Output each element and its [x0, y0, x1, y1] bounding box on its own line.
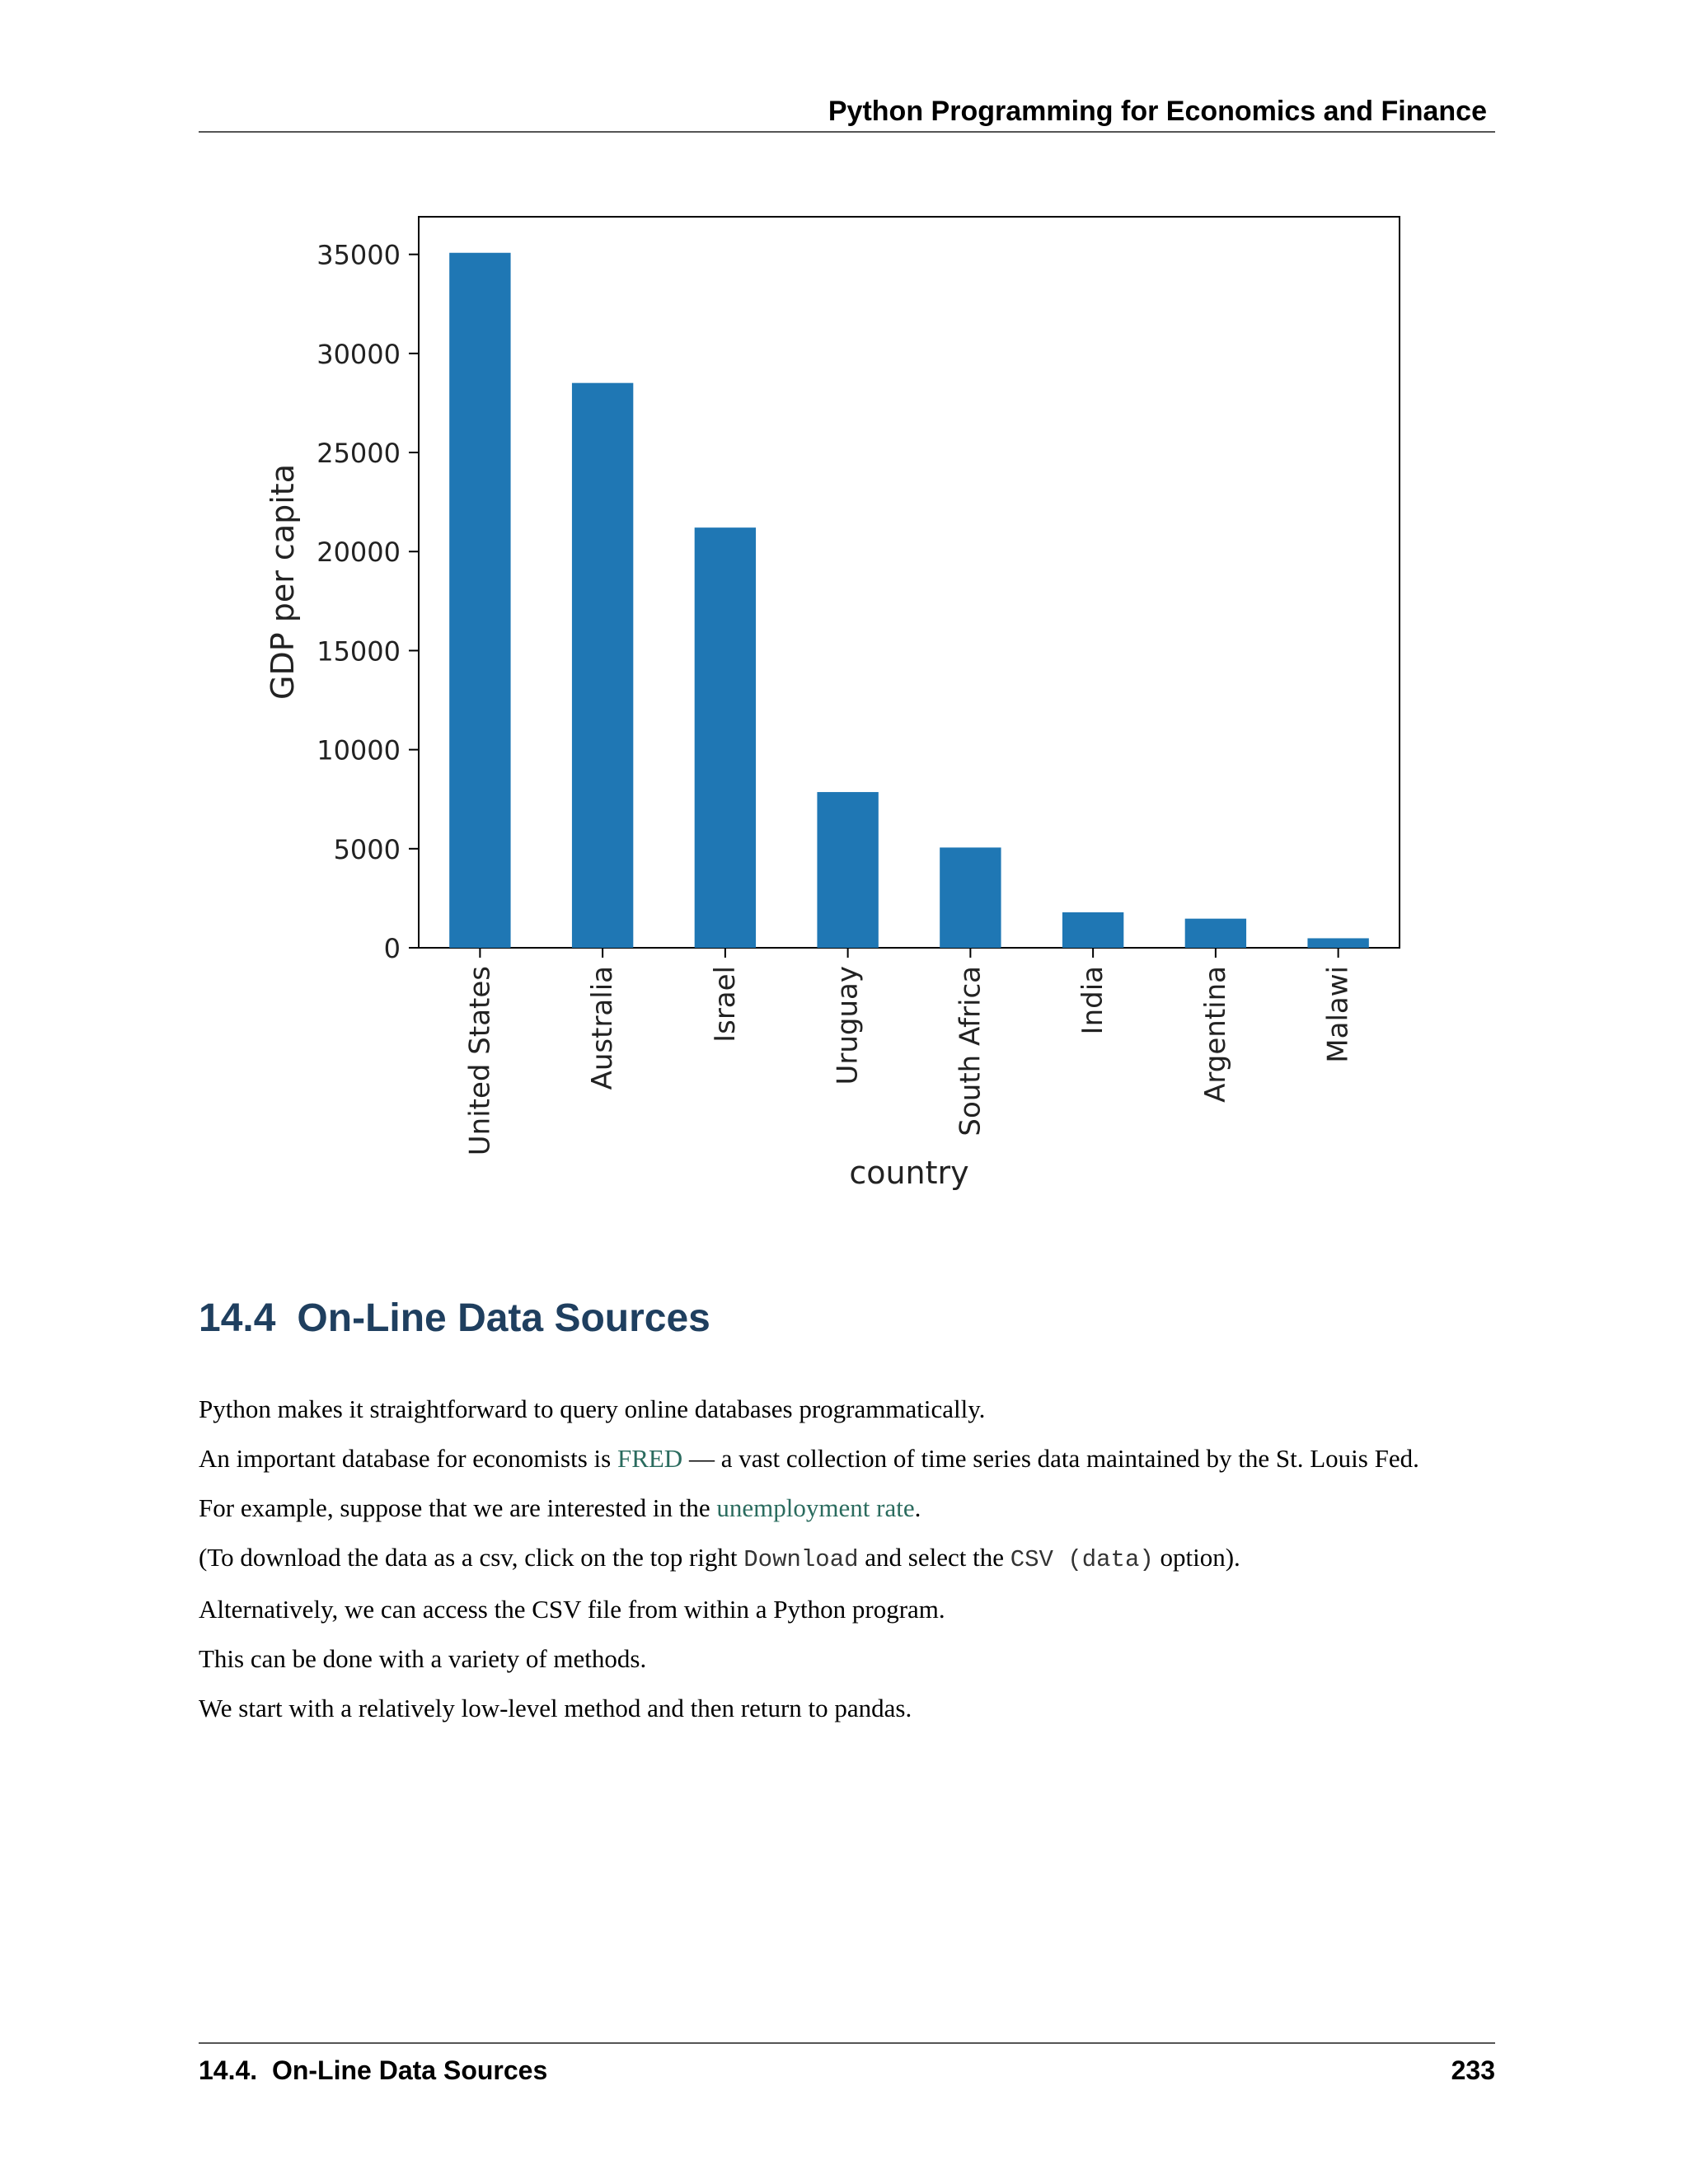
- x-tick-label: Argentina: [1198, 966, 1232, 1103]
- y-axis: [316, 240, 419, 964]
- text: Python makes it straightforward to query online databases programmatically.: [199, 1394, 986, 1423]
- bar: [940, 847, 1001, 948]
- section-heading: [199, 1290, 710, 1347]
- x-tick-label: Israel: [708, 966, 742, 1043]
- y-tick-label: 10000: [316, 734, 401, 766]
- running-footer: [199, 2042, 1495, 2093]
- y-tick-label: 25000: [316, 438, 401, 470]
- text: option).: [1153, 1543, 1240, 1572]
- section-number: 14.4: [199, 1296, 276, 1340]
- paragraph: [199, 1434, 1501, 1483]
- paragraph: [199, 1533, 1501, 1585]
- page-number: 233: [1451, 2055, 1495, 2085]
- x-axis: [463, 948, 1354, 1155]
- y-tick-label: 35000: [316, 239, 401, 271]
- inline-code-download: Download: [743, 1546, 859, 1573]
- text: — a vast collection of time series data maintained by the St. Louis Fed.: [682, 1444, 1419, 1473]
- text: Alternatively, we can access the CSV file from within a Python program.: [199, 1595, 945, 1624]
- plot-frame: [419, 217, 1400, 948]
- bar: [817, 792, 878, 948]
- bar: [1307, 938, 1368, 948]
- body-text: [199, 1385, 1501, 1733]
- book-title: Python Programming for Economics and Finance: [828, 96, 1487, 127]
- y-tick-label: 20000: [316, 537, 401, 569]
- running-header: [199, 93, 1495, 133]
- text: An important database for economists is: [199, 1444, 617, 1473]
- x-tick-label: South Africa: [954, 966, 987, 1137]
- text: and select the: [858, 1543, 1010, 1572]
- x-tick-label: Malawi: [1321, 966, 1355, 1063]
- x-axis-label: country: [849, 1155, 969, 1191]
- bar: [695, 527, 756, 948]
- text: (To download the data as a csv, click on the top right: [199, 1543, 744, 1572]
- x-tick-label: Australia: [586, 966, 620, 1090]
- y-tick-label: 15000: [316, 635, 401, 668]
- x-tick-label: United States: [463, 966, 497, 1156]
- inline-code-csv: CSV (data): [1010, 1546, 1154, 1573]
- paragraph: [199, 1483, 1501, 1533]
- bar: [1185, 919, 1246, 948]
- unemployment-rate-link[interactable]: unemployment rate: [716, 1493, 915, 1522]
- bar: [449, 253, 510, 948]
- bar: [572, 383, 633, 948]
- x-tick-label: India: [1076, 966, 1110, 1035]
- text: We start with a relatively low-level method and then return to pandas.: [199, 1694, 912, 1722]
- x-tick-label: Uruguay: [831, 966, 865, 1085]
- y-tick-label: 0: [383, 933, 401, 964]
- paragraph: [199, 1634, 1501, 1684]
- gdp-bar-chart: [247, 198, 1418, 1203]
- footer-section-title: 14.4. On-Line Data Sources: [199, 2055, 548, 2085]
- paragraph: [199, 1684, 1501, 1733]
- paragraph: [199, 1585, 1501, 1634]
- y-axis-label: GDP per capita: [265, 464, 301, 700]
- paragraph: [199, 1385, 1501, 1434]
- y-tick-label: 5000: [333, 833, 401, 865]
- fred-link[interactable]: FRED: [617, 1444, 683, 1473]
- y-tick-label: 30000: [316, 338, 401, 370]
- section-title: On-Line Data Sources: [297, 1296, 710, 1340]
- bar: [1062, 912, 1123, 948]
- text: For example, suppose that we are interested in the: [199, 1493, 717, 1522]
- text: This can be done with a variety of methods.: [199, 1644, 647, 1673]
- bars: [449, 253, 1369, 948]
- text: .: [914, 1493, 921, 1522]
